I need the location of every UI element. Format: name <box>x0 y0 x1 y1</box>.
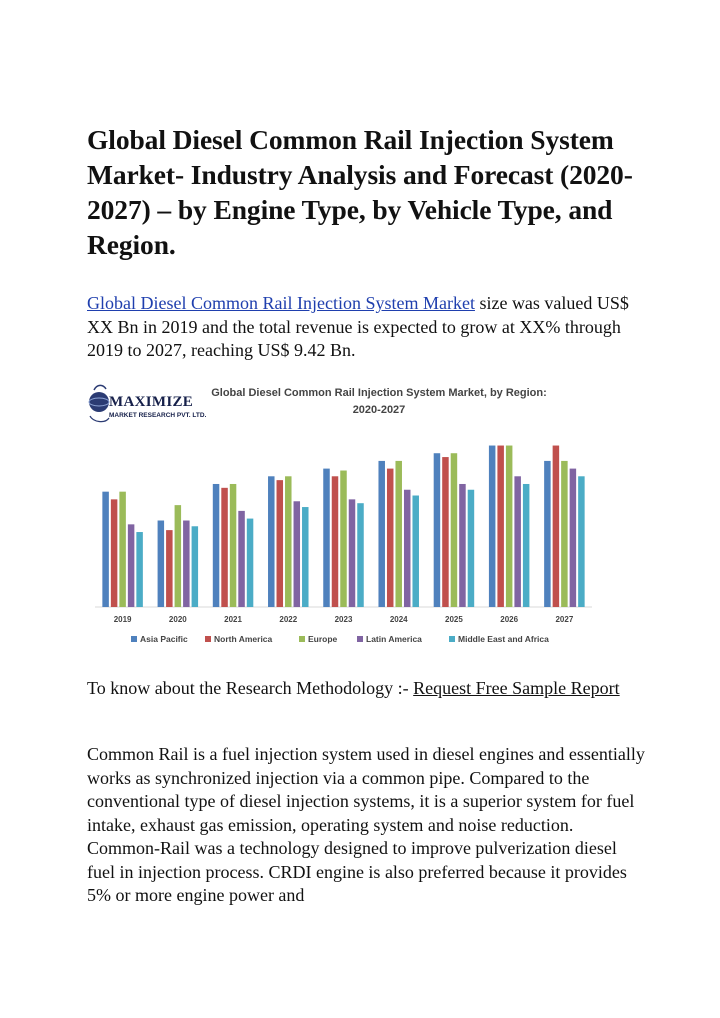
bar-latin-america-2019 <box>128 524 135 607</box>
bar-north-america-2020 <box>166 530 173 607</box>
bar-europe-2027 <box>561 461 568 607</box>
legend-swatch-latin-america <box>357 636 363 642</box>
bar-middle-east-and-africa-2021 <box>247 519 254 607</box>
legend-swatch-asia-pacific <box>131 636 137 642</box>
logo-subtitle: MARKET RESEARCH PVT. LTD. <box>109 412 207 419</box>
bar-middle-east-and-africa-2020 <box>192 526 199 607</box>
x-tick-label-2023: 2023 <box>334 615 353 624</box>
bar-europe-2022 <box>285 476 292 607</box>
bar-middle-east-and-africa-2019 <box>136 532 143 607</box>
bar-asia-pacific-2019 <box>102 492 109 607</box>
x-tick-label-2025: 2025 <box>445 615 463 624</box>
legend-label-asia-pacific: Asia Pacific <box>140 634 188 644</box>
x-tick-label-2019: 2019 <box>113 615 132 624</box>
bar-middle-east-and-africa-2024 <box>412 496 419 607</box>
bar-latin-america-2023 <box>349 499 356 607</box>
chart-title-line-2: 2020-2027 <box>352 404 406 416</box>
bar-north-america-2021 <box>221 488 228 607</box>
bar-europe-2020 <box>175 505 182 607</box>
maximize-logo <box>87 382 217 426</box>
legend-label-middle-east-and-africa: Middle East and Africa <box>458 634 549 644</box>
globe-logo-icon <box>87 382 111 426</box>
bar-asia-pacific-2021 <box>213 484 220 607</box>
bar-north-america-2024 <box>387 469 394 607</box>
bar-asia-pacific-2020 <box>158 521 165 608</box>
bar-europe-2025 <box>451 453 458 607</box>
bar-north-america-2022 <box>277 480 284 607</box>
bar-middle-east-and-africa-2023 <box>357 503 364 607</box>
bar-middle-east-and-africa-2025 <box>468 490 475 607</box>
bar-latin-america-2026 <box>514 476 521 607</box>
legend-label-latin-america: Latin America <box>366 634 422 644</box>
x-tick-label-2026: 2026 <box>500 615 519 624</box>
bar-europe-2021 <box>230 484 237 607</box>
bar-latin-america-2021 <box>238 511 245 607</box>
body-paragraph: Common Rail is a fuel injection system used in diesel engines and essentially works as synchronized injection via a common pipe. Compared to the conventional type of diesel injection systems, it is a superior system for fuel intake, exhaust gas emission, operating system and noise reduction. Common-Rail was a technology designed to improve pulverization diesel fuel in injection process. CRDI engine is also preferred because it provides 5% or more engine power and <box>87 744 645 905</box>
bar-asia-pacific-2022 <box>268 476 275 607</box>
bar-middle-east-and-africa-2026 <box>523 484 530 607</box>
bar-north-america-2019 <box>111 499 118 607</box>
legend-swatch-north-america <box>205 636 211 642</box>
market-report-link[interactable]: Global Diesel Common Rail Injection System Market <box>87 293 475 313</box>
legend-label-europe: Europe <box>308 634 338 644</box>
bar-asia-pacific-2026 <box>489 446 496 607</box>
chart-title-line-1: Global Diesel Common Rail Injection System Market, by Region: <box>211 387 547 399</box>
legend-swatch-middle-east-and-africa <box>449 636 455 642</box>
request-sample-link[interactable]: Request Free Sample Report <box>413 678 620 698</box>
x-tick-label-2022: 2022 <box>279 615 298 624</box>
intro-paragraph <box>87 292 647 363</box>
bar-asia-pacific-2023 <box>323 469 330 607</box>
bar-europe-2019 <box>119 492 126 607</box>
bar-latin-america-2027 <box>570 469 577 607</box>
bar-north-america-2026 <box>497 446 504 607</box>
bar-north-america-2025 <box>442 457 449 607</box>
x-tick-label-2020: 2020 <box>168 615 187 624</box>
chart-figure <box>87 378 611 658</box>
bar-north-america-2027 <box>553 446 560 607</box>
bar-middle-east-and-africa-2022 <box>302 507 309 607</box>
bar-latin-america-2025 <box>459 484 466 607</box>
bar-north-america-2023 <box>332 476 339 607</box>
bar-middle-east-and-africa-2027 <box>578 476 585 607</box>
bar-europe-2026 <box>506 446 512 607</box>
legend-label-north-america: North America <box>214 634 273 644</box>
logo-name: MAXIMIZE <box>109 394 194 410</box>
x-tick-label-2021: 2021 <box>224 615 242 624</box>
x-tick-label-2024: 2024 <box>389 615 408 624</box>
bar-latin-america-2024 <box>404 490 411 607</box>
methodology-text: To know about the Research Methodology :- <box>87 678 414 698</box>
bar-asia-pacific-2027 <box>544 461 551 607</box>
bar-europe-2023 <box>340 471 347 607</box>
bar-asia-pacific-2024 <box>378 461 385 607</box>
x-tick-label-2027: 2027 <box>555 615 574 624</box>
bar-asia-pacific-2025 <box>434 453 441 607</box>
intro-text: size was valued US$ XX Bn in 2019 and the total revenue is expected to grow at XX% through 2019 to 2027, reaching US$ 9.42 Bn. <box>87 293 629 360</box>
methodology-paragraph <box>87 677 647 701</box>
document-title: Global Diesel Common Rail Injection System Market- Industry Analysis and Forecast (2020-2027) – by Engine Type, by Vehicle Type, and Region. <box>87 124 633 260</box>
bar-latin-america-2022 <box>294 501 301 607</box>
chart-title <box>199 385 559 419</box>
bar-europe-2024 <box>395 461 402 607</box>
bar-latin-america-2020 <box>183 521 190 608</box>
legend-swatch-europe <box>299 636 305 642</box>
